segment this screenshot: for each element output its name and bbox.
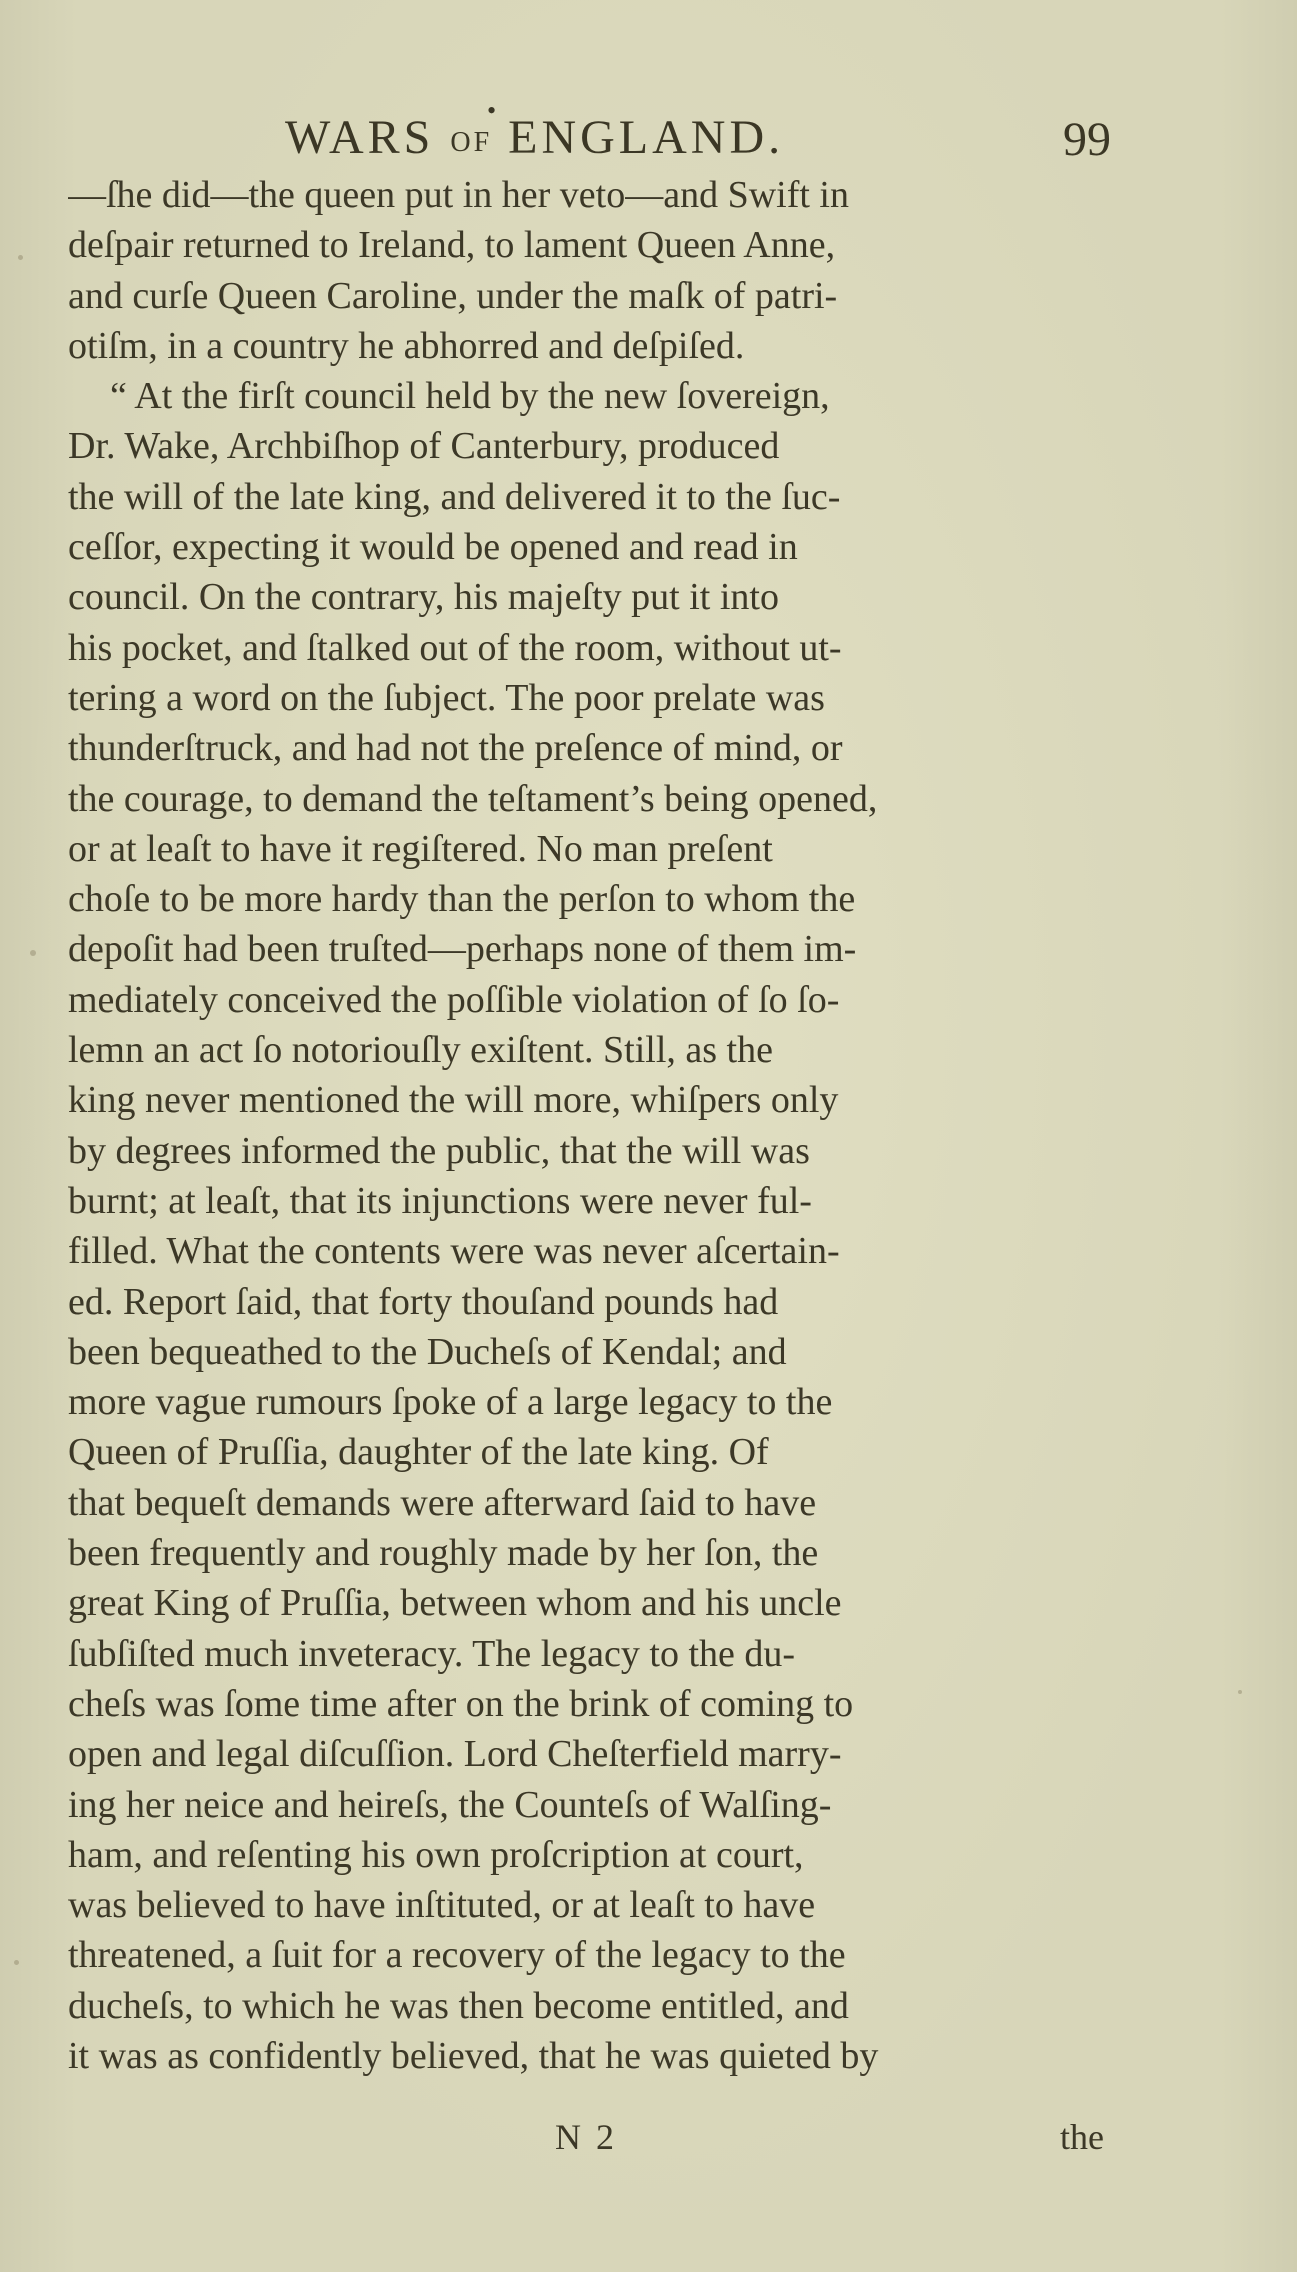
text-line: was believed to have inſtituted, or at leaſt to have: [68, 1884, 816, 1927]
text-line: cheſs was ſome time after on the brink of coming to: [68, 1682, 854, 1725]
text-line: king never mentioned the will more, whiſpers only: [68, 1079, 839, 1122]
text-line: the courage, to demand the teſtament’s being opened,: [68, 777, 878, 820]
text-line: ed. Report ſaid, that forty thouſand pounds had: [68, 1280, 779, 1323]
text-line: ing her neice and heireſs, the Counteſs of Walſing-: [68, 1783, 832, 1826]
text-line: ſubſiſted much inveteracy. The legacy to the du-: [68, 1632, 796, 1675]
head-title-part1: WARS: [285, 111, 451, 164]
text-line: filled. What the contents were was never aſcertain-: [68, 1230, 840, 1273]
text-line: tering a word on the ſubject. The poor prelate was: [68, 676, 825, 719]
body-text: [68, 170, 1128, 2081]
text-line: or at leaſt to have it regiſtered. No man preſent: [68, 827, 773, 870]
text-line: ducheſs, to which he was then become entitled, and: [68, 1984, 849, 2027]
page-number: 99: [1063, 113, 1111, 166]
text-line: threatened, a ſuit for a recovery of the legacy to the: [68, 1934, 846, 1977]
paper-speck: [18, 255, 23, 260]
text-line: more vague rumours ſpoke of a large legacy to the: [68, 1381, 833, 1424]
text-line: been frequently and roughly made by her ſon, the: [68, 1532, 819, 1575]
text-line: his pocket, and ſtalked out of the room, without ut-: [68, 626, 842, 669]
paper-speck: [30, 950, 36, 956]
text-line: —ſhe did—the queen put in her veto—and Swift in: [68, 174, 849, 216]
paper-speck: [14, 1960, 19, 1965]
signature-mark: N 2: [555, 2117, 617, 2157]
text-line: mediately conceived the poſſible violation of ſo ſo-: [68, 978, 840, 1021]
text-line: council. On the contrary, his majeſty put it into: [68, 576, 779, 619]
text-line: Queen of Pruſſia, daughter of the late king. Of: [68, 1431, 769, 1474]
catchword: the: [1060, 2117, 1104, 2157]
text-line: “ At the firſt council held by the new ſovereign,: [110, 375, 830, 418]
text-line: lemn an act ſo notoriouſly exiſtent. Still, as the: [68, 1029, 773, 1072]
head-title-part3: ENGLAND.: [492, 111, 785, 164]
text-line: by degrees informed the public, that the will was: [68, 1129, 810, 1172]
page-footer: [0, 2112, 1297, 2162]
head-title-of: OF: [450, 127, 493, 158]
text-line: ceſſor, expecting it would be opened and read in: [68, 526, 798, 569]
text-line: it was as confidently believed, that he was quieted by: [68, 2034, 879, 2077]
running-head-title: [285, 108, 784, 173]
text-line: that bequeſt demands were afterward ſaid to have: [68, 1481, 817, 1524]
text-line: open and legal diſcuſſion. Lord Cheſterfield marry-: [68, 1733, 842, 1776]
text-line: and curſe Queen Caroline, under the maſk of patri-: [68, 274, 838, 317]
ornament-dot: •: [487, 96, 497, 125]
paper-speck: [1238, 1690, 1242, 1694]
text-line: depoſit had been truſted—perhaps none of them im-: [68, 928, 857, 971]
text-line: otiſm, in a country he abhorred and deſpiſed.: [68, 324, 745, 367]
text-line: Dr. Wake, Archbiſhop of Canterbury, produced: [68, 425, 780, 468]
text-line: burnt; at leaſt, that its injunctions were never ful-: [68, 1179, 812, 1222]
text-line: thunderſtruck, and had not the preſence of mind, or: [68, 727, 843, 770]
running-head: [0, 96, 1297, 168]
text-line: the will of the late king, and delivered it to the ſuc-: [68, 475, 841, 518]
text-line: choſe to be more hardy than the perſon to whom the: [68, 878, 856, 921]
text-line: ham, and reſenting his own proſcription at court,: [68, 1833, 804, 1876]
text-line: deſpair returned to Ireland, to lament Queen Anne,: [68, 224, 836, 267]
text-line: great King of Pruſſia, between whom and his uncle: [68, 1582, 842, 1625]
text-line: been bequeathed to the Ducheſs of Kendal; and: [68, 1330, 787, 1373]
